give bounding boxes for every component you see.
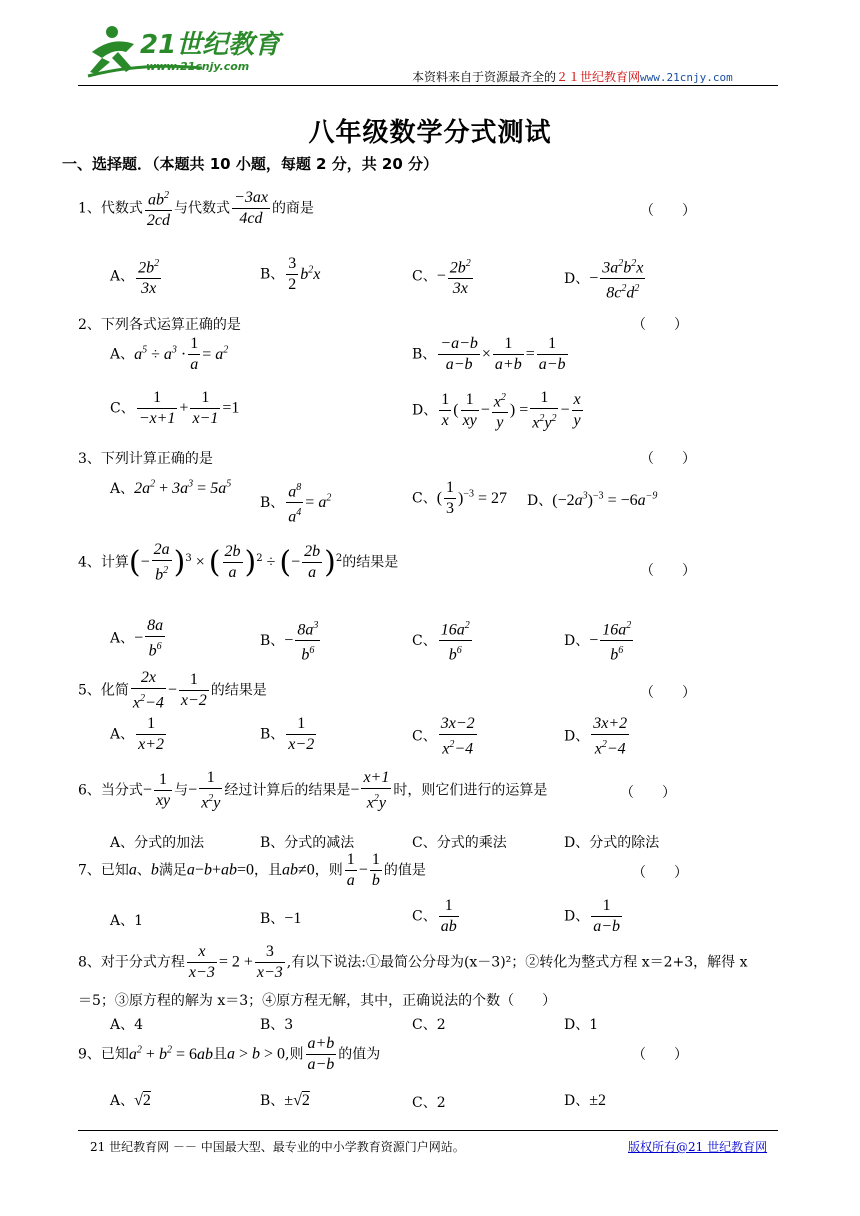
q3-option-b[interactable]: B、 $\frac{a^8}{a^4}$ = $a^2$ xyxy=(260,478,331,528)
q1-option-c[interactable]: C、− $\frac{2b^2}{3x}$ xyxy=(412,254,475,299)
q7-option-c[interactable]: C、 $\frac{1}{ab}$ xyxy=(412,897,457,935)
question-8: 8、对于分式方程 $\frac{x}{x-3}$ = 2 + $\frac{3}{x-3}$ ,有以下说法:①最简公分母为(x－3)²；②转化为整式方程 x＝2+3，解得 x xyxy=(78,943,748,981)
q7-option-d[interactable]: D、 $\frac{1}{a-b}$ xyxy=(564,897,621,935)
answer-paren-9[interactable]: （ ） xyxy=(632,1047,688,1063)
question-8-cont: ＝5；③原方程的解为 x＝3；④原方程无解，其中，正确说法的个数（ ） xyxy=(78,993,557,1009)
question-5: 5、化简 $\frac{2x}{x^2-4}$ − $\frac{1}{x-2}$ 的结果是 xyxy=(78,669,267,712)
question-6: 6、当分式− $\frac{1}{xy}$ 与− $\frac{1}{x^2y}$ 经过计算后的结果是− $\frac{x+1}{x^2y}$ 时，则它们进行的运算是 xyxy=(78,769,548,812)
q9-option-b[interactable]: B、±√2 xyxy=(260,1092,310,1109)
q4-option-d[interactable]: D、− $\frac{16a^2}{b^6}$ xyxy=(564,616,635,666)
q1-option-b[interactable]: B、 $\frac{3}{2}$ $b^2x$ xyxy=(260,255,321,293)
q3-option-a[interactable]: A、$2a^2 + 3a^3 = 5a^5$ xyxy=(110,478,232,497)
q2-option-c[interactable]: C、 $\frac{1}{-x+1}$ + $\frac{1}{x-1}$ =1 xyxy=(110,389,240,427)
question-2: 2、下列各式运算正确的是 xyxy=(78,317,241,333)
q9-option-c[interactable]: C、2 xyxy=(412,1095,446,1111)
q1-option-d[interactable]: D、− $\frac{3a^2b^2x}{8c^2d^2}$ xyxy=(564,254,647,304)
q2-option-d[interactable]: D、 $\frac{1}{x}$ ( $\frac{1}{xy}$ − $\frac{x^2}{y}$ ) = $\frac{1}{x^2y^2}$ − $\frac{x}{y}$ xyxy=(412,389,581,432)
question-4: 4、计算(− $\frac{2a}{b^2}$ )$^3$ × ( $\frac{2b}{a}$ )$^2$ ÷ (− $\frac{2b}{a}$ )$^2$的结果是 xyxy=(78,541,399,584)
source-note: 本资料来自于资源最齐全的２１世纪教育网www.21cnjy.com xyxy=(412,70,733,84)
q8-option-b[interactable]: B、3 xyxy=(260,1017,294,1033)
q3-option-c[interactable]: C、( $\frac{1}{3}$ )$^{-3}$ = 27 xyxy=(412,479,508,517)
q8-option-c[interactable]: C、2 xyxy=(412,1017,446,1033)
site-logo xyxy=(82,22,282,80)
page-title: 八年级数学分式测试 xyxy=(308,118,552,148)
q6-option-c[interactable]: C、分式的乘法 xyxy=(412,835,507,851)
question-9: 9、已知$a^2 + b^2 = 6ab$且a > b > 0,则 $\frac{a+b}{a-b}$ 的值为 xyxy=(78,1035,381,1073)
q9-option-a[interactable]: A、√2 xyxy=(110,1092,151,1109)
q2-option-a[interactable]: A、$a^5 \div a^3$ · $\frac{1}{a}$ = $a^2$ xyxy=(110,335,229,373)
source-link[interactable]: www.21cnjy.com xyxy=(640,71,733,84)
q5-option-b[interactable]: B、 $\frac{1}{x-2}$ xyxy=(260,715,315,753)
q6-option-a[interactable]: A、分式的加法 xyxy=(110,835,205,851)
q9-option-d[interactable]: D、±2 xyxy=(564,1092,607,1109)
q8-option-d[interactable]: D、1 xyxy=(564,1017,599,1033)
q5-option-a[interactable]: A、 $\frac{1}{x+2}$ xyxy=(110,715,165,753)
answer-paren-2[interactable]: （ ） xyxy=(632,317,688,333)
q3-option-d[interactable]: D、$(-2a^3)^{-3} = -6a^{-9}$ xyxy=(527,490,658,509)
q8-option-a[interactable]: A、4 xyxy=(110,1017,144,1033)
q6-option-d[interactable]: D、分式的除法 xyxy=(564,835,660,851)
answer-paren-7[interactable]: （ ） xyxy=(632,865,688,881)
answer-paren-4[interactable]: （ ） xyxy=(640,563,696,579)
footer-text: 21 世纪教育网 －－ 中国最大型、最专业的中小学教育资源门户网站。 xyxy=(90,1140,465,1154)
question-7: 7、已知a、b满足a−b+ab=0，且ab≠0，则 $\frac{1}{a}$ − $\frac{1}{b}$ 的值是 xyxy=(78,851,426,889)
answer-paren-1[interactable]: （ ） xyxy=(640,203,696,219)
answer-paren-3[interactable]: （ ） xyxy=(640,451,696,467)
footer-copyright-link[interactable]: 版权所有@21 世纪教育网 xyxy=(628,1140,768,1154)
question-3: 3、下列计算正确的是 xyxy=(78,451,213,467)
q6-option-b[interactable]: B、分式的减法 xyxy=(260,835,355,851)
answer-paren-6[interactable]: （ ） xyxy=(620,785,676,801)
footer-rule xyxy=(78,1130,778,1131)
question-1: 1、代数式 $\frac{ab^2}{2cd}$ 与代数式 $\frac{-3ax}{4cd}$ 的商是 xyxy=(78,186,314,231)
q7-option-b[interactable]: B、−1 xyxy=(260,910,302,927)
section-heading: 一、选择题．（本题共 10 小题，每题 2 分，共 20 分） xyxy=(62,155,439,173)
q5-option-c[interactable]: C、 $\frac{3x-2}{x^2-4}$ xyxy=(412,715,475,758)
q1-option-a[interactable]: A、 $\frac{2b^2}{3x}$ xyxy=(110,254,163,299)
q5-option-d[interactable]: D、 $\frac{3x+2}{x^2-4}$ xyxy=(564,715,628,758)
q4-option-b[interactable]: B、− $\frac{8a^3}{b^6}$ xyxy=(260,616,322,666)
q4-option-c[interactable]: C、 $\frac{16a^2}{b^6}$ xyxy=(412,616,474,666)
q2-option-b[interactable]: B、 $\frac{-a-b}{a-b}$ × $\frac{1}{a+b}$ = $\frac{1}{a-b}$ xyxy=(412,335,566,373)
answer-paren-5[interactable]: （ ） xyxy=(640,685,696,701)
q7-option-a[interactable]: A、1 xyxy=(110,913,144,929)
logo-url: www.21cnjy.com xyxy=(146,60,250,73)
header-rule xyxy=(78,85,778,86)
logo-text: 21世纪教育 xyxy=(140,30,281,60)
q4-option-a[interactable]: A、− $\frac{8a}{b^6}$ xyxy=(110,617,164,660)
